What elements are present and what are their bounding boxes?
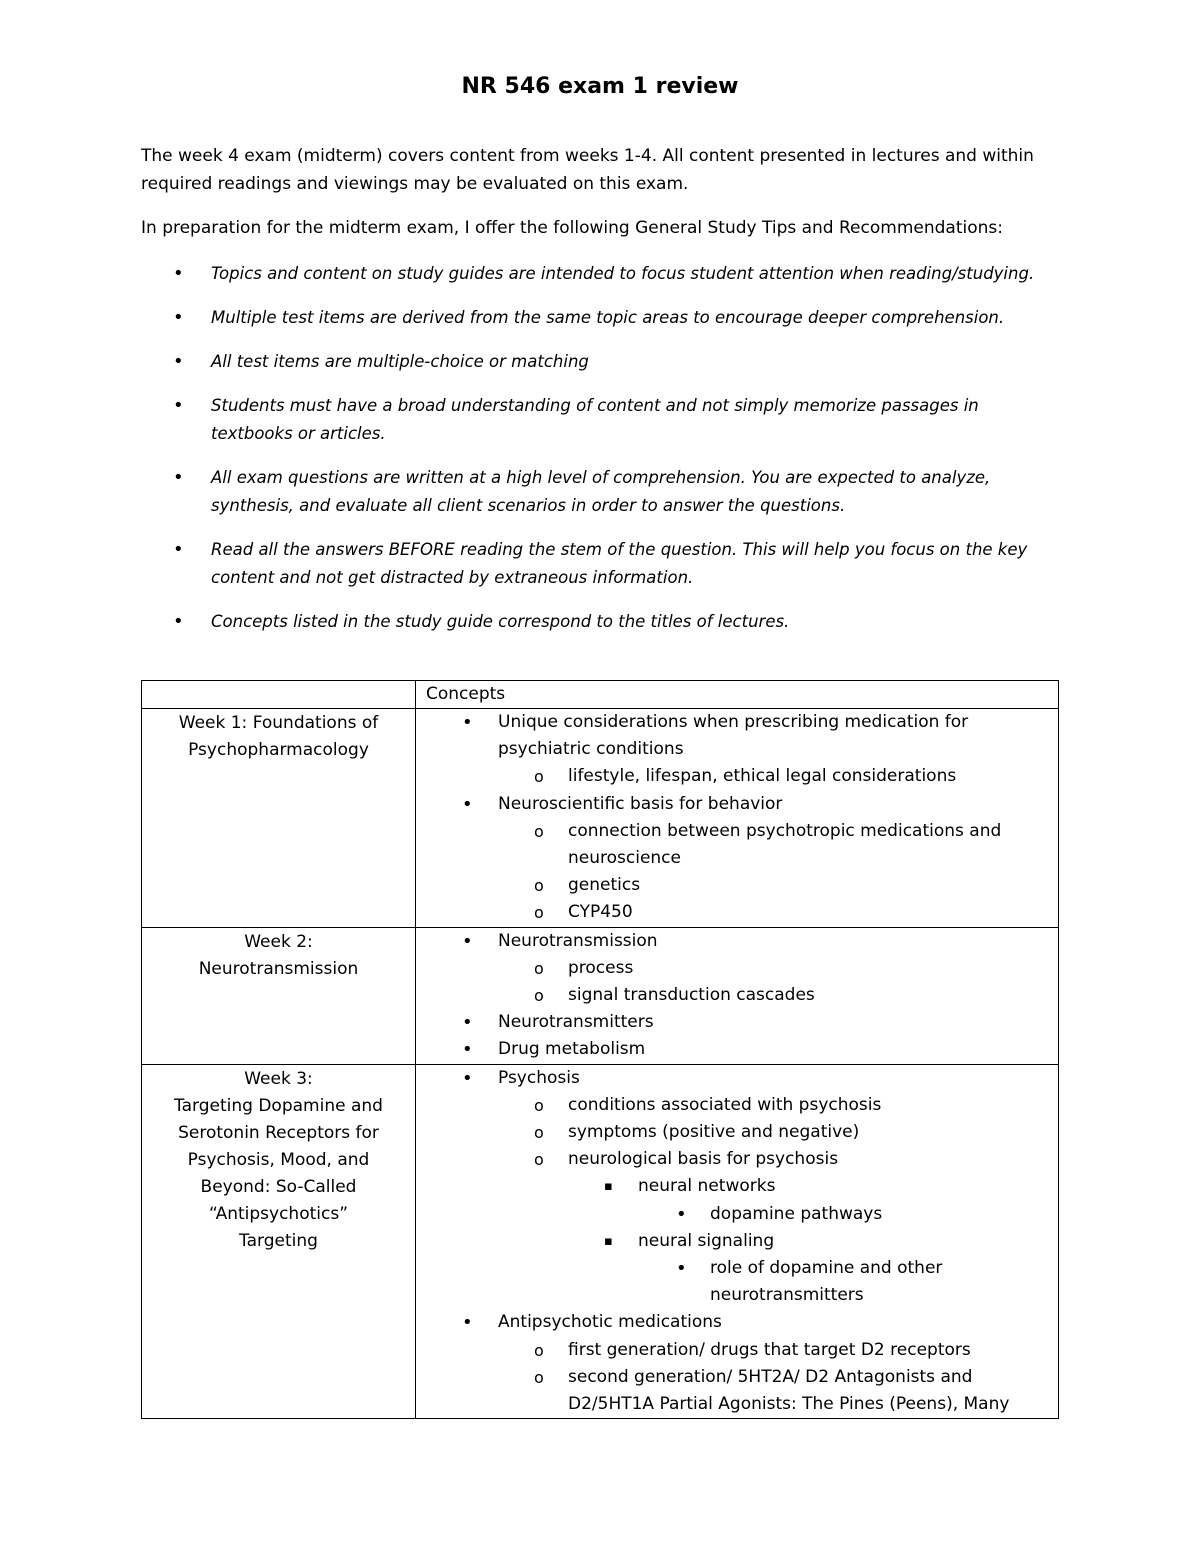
week-label: Week 3:	[244, 1068, 313, 1089]
list-item: o process	[426, 955, 1058, 982]
list-item: • Unique considerations when prescribing medication for psychiatric conditions	[426, 709, 1058, 763]
tip-item: • All test items are multiple-choice or matching	[141, 348, 1061, 376]
circle-bullet-icon: o	[534, 767, 544, 787]
week-header-cell	[142, 681, 416, 709]
bullet-icon: •	[462, 1067, 473, 1089]
circle-bullet-icon: o	[534, 821, 544, 841]
week-cell	[142, 709, 416, 928]
tip-item: • Read all the answers BEFORE reading the stem of the question. This will help you focus on the key content and not get distracted by extraneous information.	[141, 536, 1061, 592]
list-item: ▪ neural networks	[426, 1173, 1058, 1200]
list-item: • Neuroscientific basis for behavior	[426, 791, 1058, 818]
study-guide-table	[141, 680, 1059, 1419]
table-header-row	[142, 681, 1059, 709]
list-item: o connection between psychotropic medications and neuroscience	[426, 818, 1058, 872]
list-item: • Neurotransmitters	[426, 1009, 1058, 1036]
tip-item: • Topics and content on study guides are intended to focus student attention when reading/studying.	[141, 260, 1061, 288]
bullet-icon: •	[173, 611, 184, 632]
concepts-header: Concepts	[416, 681, 1059, 709]
week-cell	[142, 927, 416, 1064]
table-row	[142, 1064, 1059, 1419]
list-item: o CYP450	[426, 899, 1058, 926]
list-item: o genetics	[426, 872, 1058, 899]
circle-bullet-icon: o	[534, 1367, 544, 1387]
list-item: • role of dopamine and other neurotransmitters	[426, 1255, 1058, 1309]
list-item: • Psychosis	[426, 1065, 1058, 1092]
circle-bullet-icon: o	[534, 876, 544, 896]
list-item: o signal transduction cascades	[426, 982, 1058, 1009]
bullet-icon: •	[462, 930, 473, 952]
circle-bullet-icon: o	[534, 986, 544, 1006]
circle-bullet-icon: o	[534, 1340, 544, 1360]
tip-item: • Multiple test items are derived from the same topic areas to encourage deeper comprehension.	[141, 304, 1061, 332]
list-item: o lifestyle, lifespan, ethical legal considerations	[426, 763, 1058, 790]
concepts-cell	[416, 927, 1059, 1064]
bullet-icon: •	[173, 539, 184, 560]
table-row	[142, 709, 1059, 928]
week-label: Targeting	[239, 1230, 318, 1251]
bullet-icon: •	[173, 395, 184, 416]
bullet-icon: •	[676, 1203, 687, 1225]
week-cell	[142, 1064, 416, 1419]
prep-paragraph: In preparation for the midterm exam, I offer the following General Study Tips and Recommendations:	[141, 218, 1003, 238]
week-label: Week 1: Foundations of	[178, 713, 379, 733]
bullet-icon: •	[462, 1312, 473, 1334]
bullet-icon: •	[173, 467, 184, 488]
study-tips-list	[141, 260, 1061, 652]
concepts-cell	[416, 709, 1059, 928]
tip-item: • All exam questions are written at a high level of comprehension. You are expected to analyze, synthesis, and evaluate all client scenarios in order to answer the questions.	[141, 464, 1061, 520]
document-title: NR 546 exam 1 review	[461, 74, 739, 99]
list-item: o symptoms (positive and negative)	[426, 1119, 1058, 1146]
week-label: Neurotransmission	[198, 958, 359, 979]
bullet-icon: •	[173, 263, 184, 284]
week-label: Targeting Dopamine and Serotonin Receptors for Psychosis, Mood, and Beyond: So-Called “Antipsychotics”	[174, 1095, 383, 1224]
list-item: • Antipsychotic medications	[426, 1309, 1058, 1336]
bullet-icon: •	[676, 1258, 687, 1280]
circle-bullet-icon: o	[534, 903, 544, 923]
square-bullet-icon: ▪	[604, 1179, 613, 1195]
bullet-icon: •	[462, 712, 473, 733]
tip-item: • Students must have a broad understanding of content and not simply memorize passages in textbooks or articles.	[141, 392, 1061, 448]
list-item: o conditions associated with psychosis	[426, 1092, 1058, 1119]
bullet-icon: •	[462, 1039, 473, 1061]
square-bullet-icon: ▪	[604, 1233, 613, 1249]
list-item: ▪ neural signaling	[426, 1228, 1058, 1255]
bullet-icon: •	[173, 351, 184, 372]
bullet-icon: •	[173, 307, 184, 328]
tip-item: • Concepts listed in the study guide correspond to the titles of lectures.	[141, 608, 1061, 636]
circle-bullet-icon: o	[534, 958, 544, 978]
list-item: o first generation/ drugs that target D2 receptors	[426, 1337, 1058, 1364]
circle-bullet-icon: o	[534, 1150, 544, 1170]
list-item: • Neurotransmission	[426, 928, 1058, 955]
week-label: Week 2:	[244, 931, 313, 952]
bullet-icon: •	[462, 793, 473, 815]
table-row	[142, 927, 1059, 1064]
concepts-cell	[416, 1064, 1059, 1419]
circle-bullet-icon: o	[534, 1095, 544, 1115]
week-label: Psychopharmacology	[188, 740, 369, 760]
circle-bullet-icon: o	[534, 1123, 544, 1143]
list-item: o neurological basis for psychosis	[426, 1146, 1058, 1173]
bullet-icon: •	[462, 1012, 473, 1034]
list-item: • dopamine pathways	[426, 1201, 1058, 1228]
intro-paragraph: The week 4 exam (midterm) covers content from weeks 1-4. All content presented in lectures and within required readings and viewings may be evaluated on this exam.	[141, 146, 1034, 194]
list-item: • Drug metabolism	[426, 1036, 1058, 1063]
list-item: o second generation/ 5HT2A/ D2 Antagonists and D2/5HT1A Partial Agonists: The Pines (Peens), Many	[426, 1364, 1058, 1418]
